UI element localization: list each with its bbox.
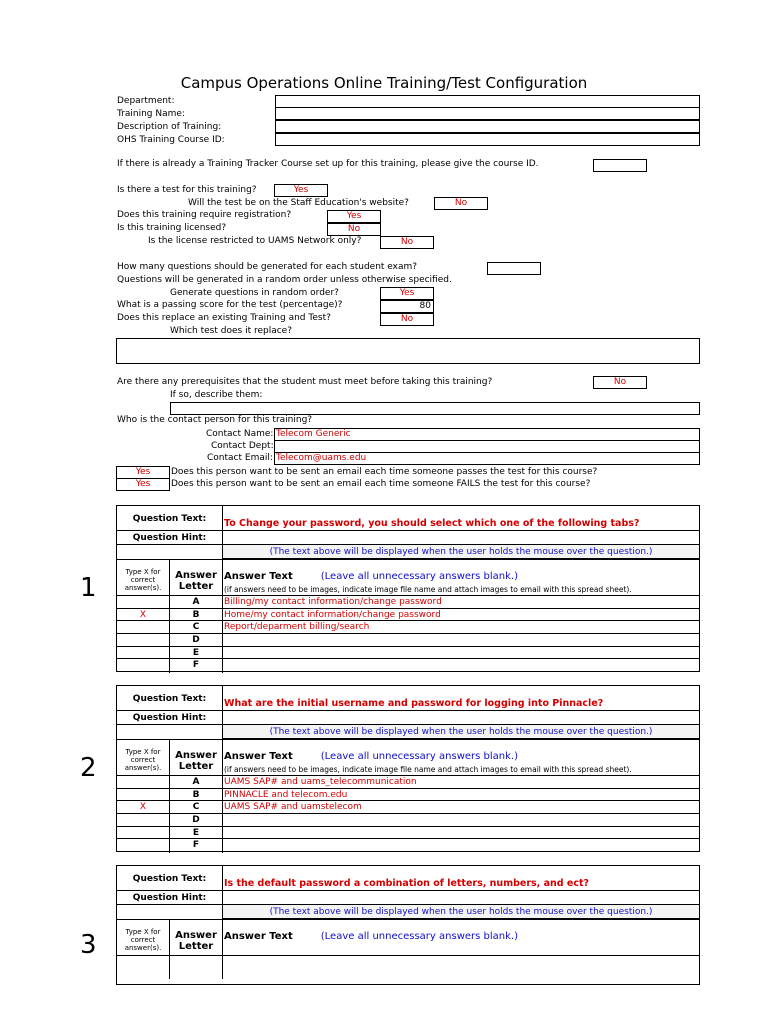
answer-text[interactable]: Home/my contact information/change password [224, 610, 441, 620]
question-hint[interactable] [224, 711, 698, 724]
answer-letter: F [192, 660, 200, 670]
question-number: 2 [80, 753, 97, 783]
answer-mark[interactable] [117, 839, 169, 851]
describe-label: If so, describe them: [170, 390, 263, 400]
passing-value[interactable]: 80 [380, 300, 434, 313]
answer-mark[interactable] [117, 789, 169, 800]
which-question: Which test does it replace? [170, 326, 292, 336]
registration-question: Does this training require registration? [117, 210, 292, 220]
answer-letter-label: Answer Letter [175, 570, 217, 592]
training-name-field[interactable] [275, 107, 700, 120]
description-label: Description of Training: [117, 122, 222, 132]
licensed-value[interactable]: No [327, 223, 381, 236]
answer-text[interactable] [224, 659, 698, 671]
test-question: Is there a test for this training? [117, 185, 257, 195]
question-table [116, 505, 700, 672]
question-text-label: Question Text: [132, 514, 207, 524]
answer-letter: A [192, 597, 200, 607]
answer-text[interactable]: Billing/my contact information/change password [224, 597, 442, 607]
answer-text-label: Answer Text [224, 751, 293, 762]
restricted-value[interactable]: No [380, 236, 434, 249]
restricted-question: Is the license restricted to UAMS Network only? [148, 236, 362, 246]
type-x-label: Type X for correct answer(s). [124, 568, 162, 592]
prereq-value[interactable]: No [593, 376, 647, 389]
website-question: Will the test be on the Staff Education's website? [188, 198, 409, 208]
tracker-field[interactable] [593, 159, 647, 172]
answer-text-label: Answer Text [224, 931, 293, 942]
answer-row [117, 776, 699, 789]
question-table [116, 685, 700, 852]
answer-row [117, 596, 699, 609]
answer-text[interactable] [224, 827, 698, 838]
test-value[interactable]: Yes [274, 184, 328, 197]
question-table [116, 865, 700, 985]
answer-row [117, 801, 699, 814]
random-question: Generate questions in random order? [170, 288, 339, 298]
email-fail-value[interactable]: Yes [116, 478, 170, 491]
answer-letter: D [192, 635, 200, 645]
website-value[interactable]: No [434, 197, 488, 210]
answer-letter: E [192, 828, 200, 838]
leave-blank-note: (Leave all unnecessary answers blank.) [320, 751, 518, 762]
contact-dept-label: Contact Dept: [211, 441, 274, 451]
random-value[interactable]: Yes [380, 287, 434, 300]
leave-blank-note: (Leave all unnecessary answers blank.) [320, 571, 518, 582]
question-hint[interactable] [224, 531, 698, 544]
question-text-label: Question Text: [132, 874, 207, 884]
passing-question: What is a passing score for the test (percentage)? [117, 300, 343, 310]
question-hint-label: Question Hint: [132, 893, 207, 903]
leave-blank-note: (Leave all unnecessary answers blank.) [320, 931, 518, 942]
answer-row [117, 827, 699, 839]
email-pass-value[interactable]: Yes [116, 466, 170, 479]
answer-letter: B [192, 790, 200, 800]
answer-mark[interactable] [117, 776, 169, 788]
answer-text[interactable] [224, 634, 698, 646]
answer-text-label: Answer Text [224, 571, 293, 582]
howmany-question: How many questions should be generated for each student exam? [117, 262, 418, 272]
image-note: (if answers need to be images, indicate image file name and attach images to email with this spread sheet). [224, 765, 632, 774]
page-title: Campus Operations Online Training/Test Configuration [180, 74, 588, 92]
question-number: 1 [80, 573, 97, 603]
hint-note: (The text above will be displayed when the user holds the mouse over the question.) [223, 905, 699, 919]
answer-letter: D [192, 815, 200, 825]
answer-row [117, 814, 699, 827]
registration-value[interactable]: Yes [327, 210, 381, 223]
question-number: 3 [80, 930, 97, 960]
question-hint[interactable] [224, 891, 698, 904]
answer-text[interactable] [224, 647, 698, 658]
answer-mark[interactable] [117, 827, 169, 838]
answer-text[interactable]: UAMS SAP# and uamstelecom [224, 802, 362, 812]
answer-text[interactable] [224, 839, 698, 851]
type-x-label: Type X for correct answer(s). [124, 748, 162, 772]
answer-letter: E [192, 648, 200, 658]
course-id-field[interactable] [275, 133, 700, 146]
question-hint-label: Question Hint: [132, 713, 207, 723]
answer-text[interactable]: UAMS SAP# and uams_telecommunication [224, 777, 417, 787]
answer-row [117, 839, 699, 851]
department-label: Department: [117, 96, 175, 106]
training-name-label: Training Name: [117, 109, 185, 119]
answer-letter: A [192, 777, 200, 787]
answer-row [117, 621, 699, 634]
answer-letter-label: Answer Letter [175, 750, 217, 772]
hint-note: (The text above will be displayed when the user holds the mouse over the question.) [223, 725, 699, 739]
type-x-label: Type X for correct answer(s). [124, 928, 162, 952]
replace-question: Does this replace an existing Training and Test? [117, 313, 331, 323]
prereq-question: Are there any prerequisites that the student must meet before taking this training? [117, 377, 493, 387]
howmany-value[interactable] [487, 262, 541, 275]
answer-mark[interactable] [117, 621, 169, 633]
contact-name-field[interactable]: Telecom Generic [274, 428, 700, 441]
answer-row [117, 609, 699, 621]
answer-mark[interactable] [117, 596, 169, 608]
contact-email-label: Contact Email: [207, 453, 273, 463]
answer-row [117, 659, 699, 671]
question-text[interactable]: Is the default password a combination of letters, numbers, and ect? [224, 878, 590, 889]
random-note: Questions will be generated in a random order unless otherwise specified. [117, 275, 452, 285]
replace-value[interactable]: No [380, 313, 434, 326]
question-hint-label: Question Hint: [132, 533, 207, 543]
which-test-field[interactable] [116, 338, 700, 364]
course-id-label: OHS Training Course ID: [117, 135, 225, 145]
email-fail-question: Does this person want to be sent an email each time someone FAILS the test for this course? [171, 479, 591, 489]
answer-mark[interactable]: X [139, 610, 147, 620]
answer-mark[interactable] [117, 659, 169, 671]
answer-letter: F [192, 840, 200, 850]
question-text-label: Question Text: [132, 694, 207, 704]
answer-letter: C [192, 802, 200, 812]
description-field[interactable] [275, 120, 700, 133]
answer-text[interactable] [224, 814, 698, 826]
tracker-question: If there is already a Training Tracker Course set up for this training, please give the course ID. [117, 159, 539, 169]
answer-text[interactable]: Report/deparment billing/search [224, 622, 370, 632]
question-3-clip [0, 860, 768, 960]
answer-row [117, 647, 699, 659]
answer-row [117, 634, 699, 647]
answer-letter-label: Answer Letter [175, 930, 217, 952]
image-note: (if answers need to be images, indicate image file name and attach images to email with this spread sheet). [224, 585, 632, 594]
describe-field[interactable] [170, 402, 700, 415]
email-pass-question: Does this person want to be sent an email each time someone passes the test for this course? [171, 467, 598, 477]
answer-letter: C [192, 622, 200, 632]
answer-mark[interactable] [117, 634, 169, 646]
contact-question: Who is the contact person for this training? [117, 415, 313, 425]
answer-letter: B [192, 610, 200, 620]
answer-row [117, 789, 699, 801]
hint-note: (The text above will be displayed when the user holds the mouse over the question.) [223, 545, 699, 559]
question-text[interactable]: To Change your password, you should select which one of the following tabs? [224, 518, 640, 529]
question-text[interactable]: What are the initial username and password for logging into Pinnacle? [224, 698, 604, 709]
answer-mark[interactable]: X [139, 802, 147, 812]
contact-name-label: Contact Name: [206, 429, 274, 439]
contact-email-field[interactable]: Telecom@uams.edu [274, 452, 700, 465]
answer-mark[interactable] [117, 647, 169, 658]
answer-mark[interactable] [117, 814, 169, 826]
answer-text[interactable]: PINNACLE and telecom.edu [224, 790, 348, 800]
licensed-question: Is this training licensed? [117, 223, 227, 233]
